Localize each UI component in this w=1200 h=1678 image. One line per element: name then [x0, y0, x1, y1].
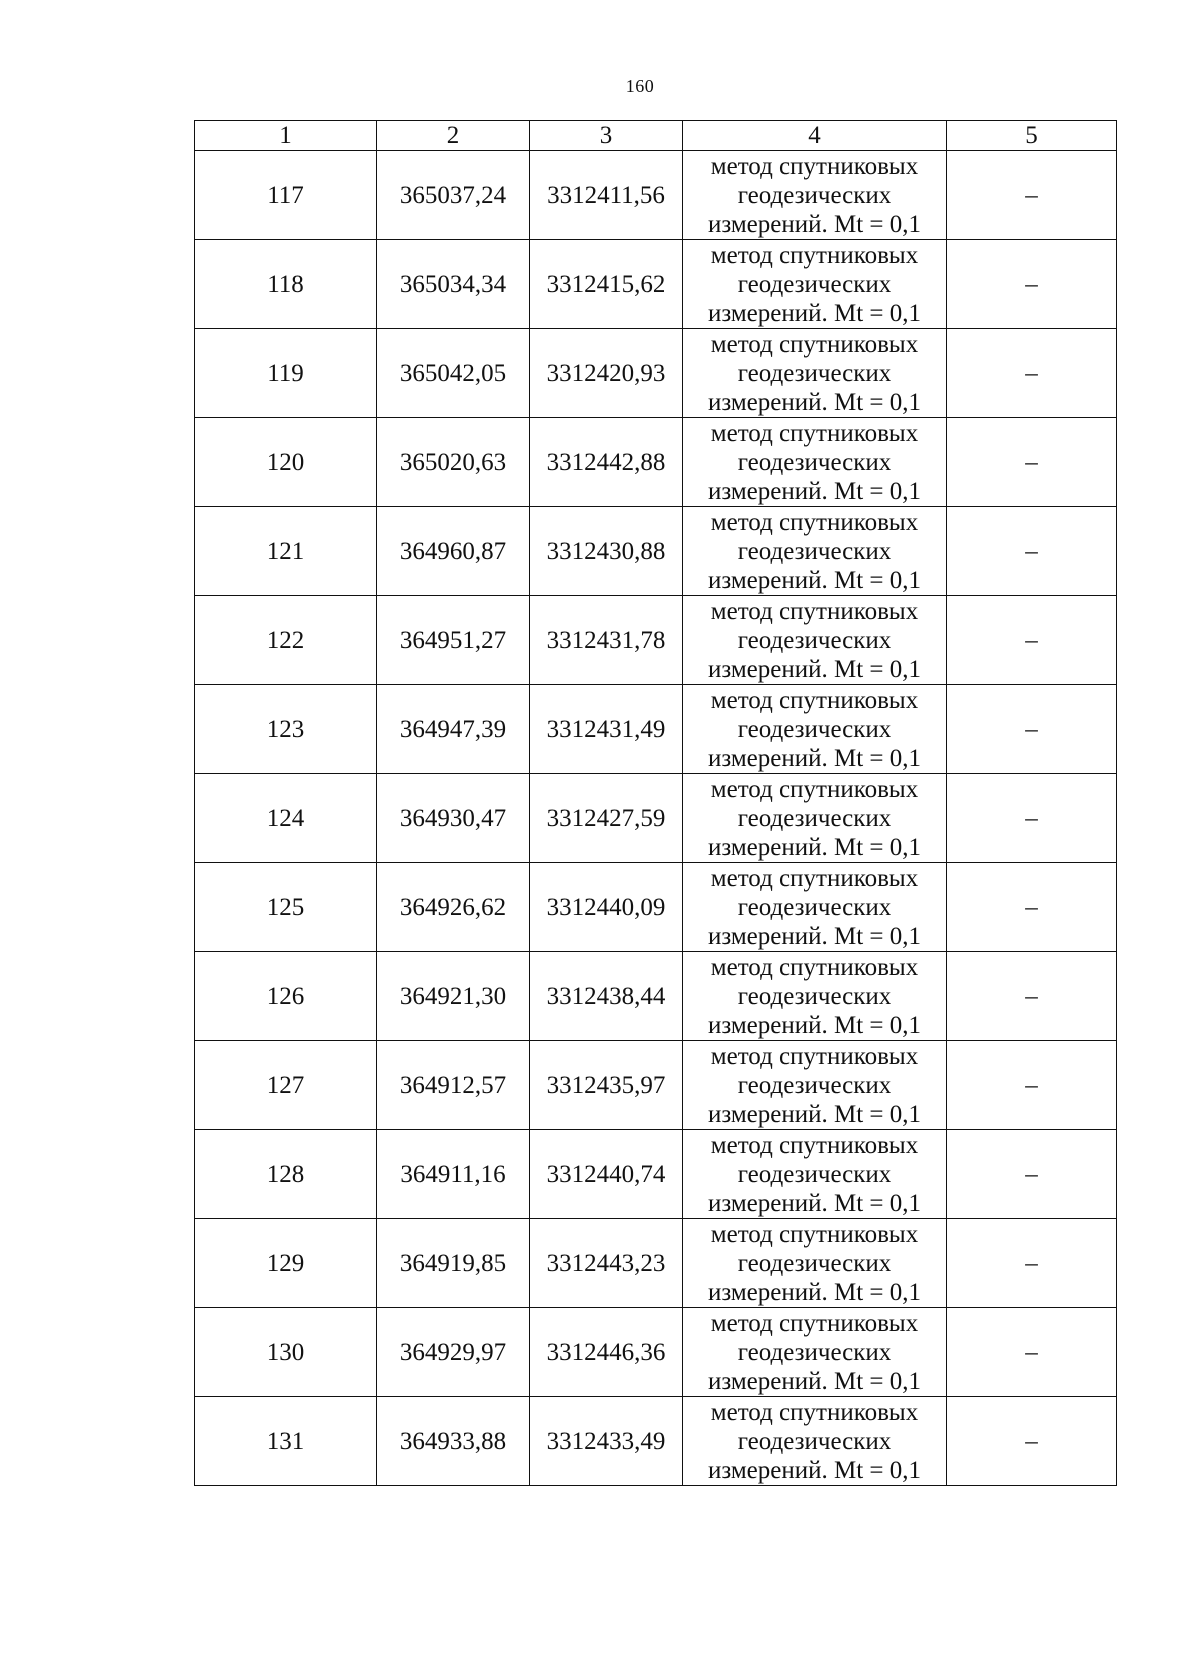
method-cell	[683, 1219, 947, 1308]
x-coordinate-cell: 365042,05	[377, 329, 530, 418]
method-text-line: измерений. Mt = 0,1	[707, 1456, 922, 1484]
x-coordinate-cell: 364919,85	[377, 1219, 530, 1308]
table-row	[195, 774, 1117, 863]
method-text-line: метод спутниковых	[710, 1398, 919, 1426]
x-coordinate-cell: 364929,97	[377, 1308, 530, 1397]
column-header-5: 5	[947, 121, 1117, 151]
x-coordinate-cell: 364960,87	[377, 507, 530, 596]
method-text-line: измерений. Mt = 0,1	[707, 210, 922, 238]
method-text-line: измерений. Mt = 0,1	[707, 833, 922, 861]
y-coordinate-cell: 3312420,93	[530, 329, 683, 418]
method-text-line: геодезических	[737, 1160, 892, 1188]
table-row	[195, 596, 1117, 685]
point-number-cell: 131	[195, 1397, 377, 1486]
point-number-cell: 122	[195, 596, 377, 685]
method-text-line: метод спутниковых	[710, 1309, 919, 1337]
method-text-line: геодезических	[737, 270, 892, 298]
x-coordinate-cell: 364921,30	[377, 952, 530, 1041]
method-text-line: измерений. Mt = 0,1	[707, 922, 922, 950]
point-number-cell: 121	[195, 507, 377, 596]
note-cell: –	[947, 1397, 1117, 1486]
method-text-line: геодезических	[737, 359, 892, 387]
note-cell: –	[947, 952, 1117, 1041]
method-text-line: измерений. Mt = 0,1	[707, 299, 922, 327]
method-text-line: метод спутниковых	[710, 241, 919, 269]
method-text-line: измерений. Mt = 0,1	[707, 388, 922, 416]
point-number-cell: 120	[195, 418, 377, 507]
note-cell: –	[947, 685, 1117, 774]
y-coordinate-cell: 3312446,36	[530, 1308, 683, 1397]
point-number-cell: 126	[195, 952, 377, 1041]
table-body	[195, 151, 1117, 1486]
note-cell: –	[947, 774, 1117, 863]
method-cell	[683, 685, 947, 774]
method-cell	[683, 507, 947, 596]
method-text-line: измерений. Mt = 0,1	[707, 477, 922, 505]
method-text-line: геодезических	[737, 448, 892, 476]
method-text-line: измерений. Mt = 0,1	[707, 1011, 922, 1039]
point-number-cell: 128	[195, 1130, 377, 1219]
point-number-cell: 127	[195, 1041, 377, 1130]
column-header-3: 3	[530, 121, 683, 151]
point-number-cell: 118	[195, 240, 377, 329]
method-cell	[683, 418, 947, 507]
method-text-line: геодезических	[737, 537, 892, 565]
x-coordinate-cell: 364933,88	[377, 1397, 530, 1486]
y-coordinate-cell: 3312438,44	[530, 952, 683, 1041]
x-coordinate-cell: 364930,47	[377, 774, 530, 863]
note-cell: –	[947, 418, 1117, 507]
method-text-line: измерений. Mt = 0,1	[707, 1278, 922, 1306]
y-coordinate-cell: 3312443,23	[530, 1219, 683, 1308]
method-text-line: геодезических	[737, 1249, 892, 1277]
x-coordinate-cell: 364951,27	[377, 596, 530, 685]
y-coordinate-cell: 3312433,49	[530, 1397, 683, 1486]
method-text-line: метод спутниковых	[710, 1220, 919, 1248]
y-coordinate-cell: 3312440,09	[530, 863, 683, 952]
point-number-cell: 119	[195, 329, 377, 418]
note-cell: –	[947, 151, 1117, 240]
note-cell: –	[947, 1219, 1117, 1308]
method-text-line: метод спутниковых	[710, 1131, 919, 1159]
point-number-cell: 129	[195, 1219, 377, 1308]
method-text-line: метод спутниковых	[710, 1042, 919, 1070]
method-text-line: геодезических	[737, 982, 892, 1010]
table-row	[195, 329, 1117, 418]
table-row	[195, 685, 1117, 774]
y-coordinate-cell: 3312431,78	[530, 596, 683, 685]
table-row	[195, 952, 1117, 1041]
method-text-line: геодезических	[737, 1427, 892, 1455]
page-number: 160	[625, 76, 655, 96]
method-text-line: метод спутниковых	[710, 953, 919, 981]
method-text-line: геодезических	[737, 1071, 892, 1099]
method-text-line: метод спутниковых	[710, 419, 919, 447]
x-coordinate-cell: 364912,57	[377, 1041, 530, 1130]
method-text-line: метод спутниковых	[710, 152, 919, 180]
method-cell	[683, 952, 947, 1041]
table-row	[195, 1041, 1117, 1130]
x-coordinate-cell: 365037,24	[377, 151, 530, 240]
method-text-line: метод спутниковых	[710, 508, 919, 536]
x-coordinate-cell: 364911,16	[377, 1130, 530, 1219]
table-header	[195, 121, 1117, 151]
y-coordinate-cell: 3312411,56	[530, 151, 683, 240]
x-coordinate-cell: 364947,39	[377, 685, 530, 774]
table-row	[195, 1397, 1117, 1486]
column-header-1: 1	[195, 121, 377, 151]
method-cell	[683, 1041, 947, 1130]
method-text-line: метод спутниковых	[710, 775, 919, 803]
note-cell: –	[947, 507, 1117, 596]
y-coordinate-cell: 3312431,49	[530, 685, 683, 774]
method-text-line: метод спутниковых	[710, 864, 919, 892]
method-text-line: геодезических	[737, 1338, 892, 1366]
point-number-cell: 117	[195, 151, 377, 240]
method-text-line: геодезических	[737, 626, 892, 654]
method-text-line: измерений. Mt = 0,1	[707, 1100, 922, 1128]
y-coordinate-cell: 3312427,59	[530, 774, 683, 863]
note-cell: –	[947, 596, 1117, 685]
method-cell	[683, 1308, 947, 1397]
table-row	[195, 418, 1117, 507]
table-row	[195, 1219, 1117, 1308]
x-coordinate-cell: 365020,63	[377, 418, 530, 507]
column-header-4: 4	[683, 121, 947, 151]
y-coordinate-cell: 3312440,74	[530, 1130, 683, 1219]
header-row	[195, 121, 1117, 151]
note-cell: –	[947, 1308, 1117, 1397]
point-number-cell: 124	[195, 774, 377, 863]
table-row	[195, 1308, 1117, 1397]
method-text-line: геодезических	[737, 715, 892, 743]
method-text-line: метод спутниковых	[710, 330, 919, 358]
method-cell	[683, 596, 947, 685]
table-row	[195, 507, 1117, 596]
method-cell	[683, 329, 947, 418]
table-row	[195, 151, 1117, 240]
method-cell	[683, 863, 947, 952]
note-cell: –	[947, 1130, 1117, 1219]
coordinates-table	[194, 120, 1117, 1486]
table-row	[195, 240, 1117, 329]
x-coordinate-cell: 365034,34	[377, 240, 530, 329]
table-row	[195, 1130, 1117, 1219]
method-text-line: метод спутниковых	[710, 597, 919, 625]
point-number-cell: 125	[195, 863, 377, 952]
table-row	[195, 863, 1117, 952]
method-text-line: геодезических	[737, 181, 892, 209]
method-cell	[683, 151, 947, 240]
column-header-2: 2	[377, 121, 530, 151]
method-text-line: геодезических	[737, 893, 892, 921]
y-coordinate-cell: 3312442,88	[530, 418, 683, 507]
method-cell	[683, 1130, 947, 1219]
method-text-line: измерений. Mt = 0,1	[707, 655, 922, 683]
note-cell: –	[947, 240, 1117, 329]
method-cell	[683, 774, 947, 863]
y-coordinate-cell: 3312415,62	[530, 240, 683, 329]
x-coordinate-cell: 364926,62	[377, 863, 530, 952]
y-coordinate-cell: 3312435,97	[530, 1041, 683, 1130]
point-number-cell: 130	[195, 1308, 377, 1397]
point-number-cell: 123	[195, 685, 377, 774]
method-cell	[683, 1397, 947, 1486]
method-text-line: метод спутниковых	[710, 686, 919, 714]
method-text-line: измерений. Mt = 0,1	[707, 1367, 922, 1395]
method-text-line: геодезических	[737, 804, 892, 832]
note-cell: –	[947, 1041, 1117, 1130]
method-cell	[683, 240, 947, 329]
method-text-line: измерений. Mt = 0,1	[707, 1189, 922, 1217]
method-text-line: измерений. Mt = 0,1	[707, 744, 922, 772]
note-cell: –	[947, 863, 1117, 952]
y-coordinate-cell: 3312430,88	[530, 507, 683, 596]
method-text-line: измерений. Mt = 0,1	[707, 566, 922, 594]
note-cell: –	[947, 329, 1117, 418]
